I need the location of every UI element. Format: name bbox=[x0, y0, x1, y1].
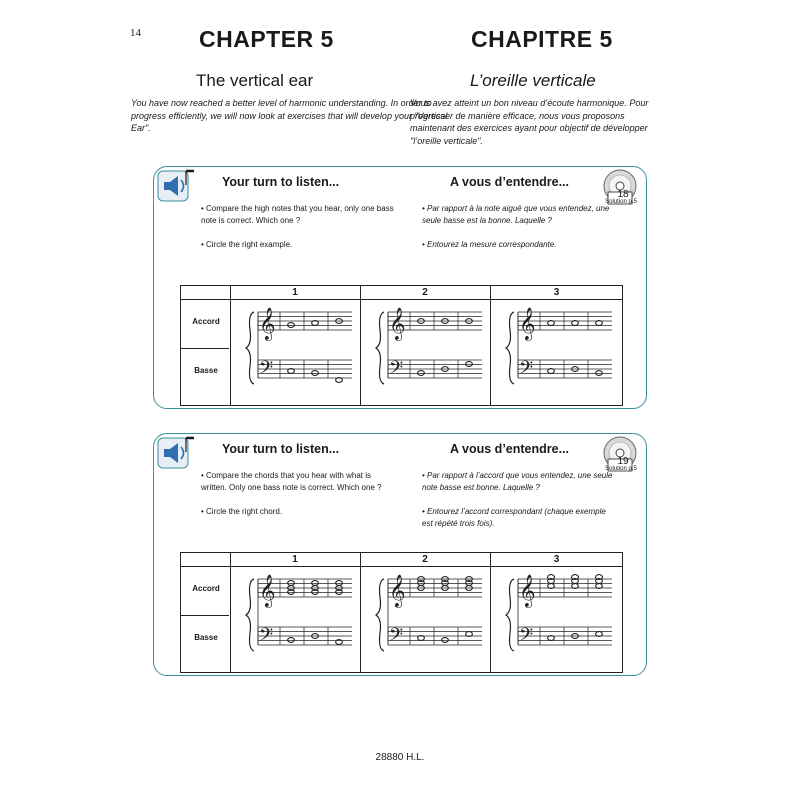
instruction-en-2: • Circle the right example. bbox=[201, 240, 293, 249]
instructions-en bbox=[201, 470, 396, 530]
bass-clef-icon: 𝄢 bbox=[389, 358, 404, 383]
instruction-fr-1: • Par rapport à la note aiguë que vous entendez, une seule basse est la bonne. Laquelle ? bbox=[422, 204, 610, 225]
column-number: 3 bbox=[553, 554, 560, 565]
column-number: 2 bbox=[422, 287, 428, 298]
treble-clef-icon: 𝄞 bbox=[389, 574, 406, 607]
treble-clef-icon: 𝄞 bbox=[389, 307, 406, 340]
treble-clef-icon: 𝄞 bbox=[519, 307, 536, 340]
music-notation-1 bbox=[181, 286, 622, 405]
page-footer: 28880 H.L. bbox=[375, 752, 425, 763]
instructions-en bbox=[201, 203, 396, 263]
intro-text-fr: Vous avez atteint un bon niveau d’écoute harmonique. Pour progresser de manière efficace, nous vous proposons maintenant des exercices ayant pour objectif de développer "l’oreille verticale". bbox=[410, 98, 649, 146]
exercise-title-fr: A vous d’entendre... bbox=[450, 175, 570, 189]
instructions-fr bbox=[422, 203, 617, 263]
section-title-fr: L’oreille verticale bbox=[470, 71, 596, 90]
page-number: 14 bbox=[130, 27, 141, 39]
chapter-title-fr: CHAPITRE 5 bbox=[471, 26, 613, 52]
row-label-basse: Basse bbox=[194, 366, 218, 375]
row-label-basse: Basse bbox=[194, 633, 218, 642]
exercise-table-2 bbox=[180, 552, 623, 673]
column-number: 1 bbox=[292, 287, 298, 298]
whole-note bbox=[466, 362, 473, 367]
treble-clef-icon: 𝄞 bbox=[259, 574, 276, 607]
bass-clef-icon: 𝄢 bbox=[519, 358, 534, 383]
bass-clef-icon: 𝄢 bbox=[259, 625, 274, 650]
instruction-fr-1: • Par rapport à l’accord que vous entendez, une seule note basse est bonne. Laquelle ? bbox=[422, 471, 613, 492]
whole-note bbox=[312, 371, 319, 376]
solution-reference: Solution p.5 bbox=[605, 466, 637, 472]
section-title-en: The vertical ear bbox=[196, 71, 314, 90]
column-number: 3 bbox=[553, 287, 560, 298]
treble-clef-icon: 𝄞 bbox=[259, 307, 276, 340]
instruction-en-1: • Compare the chords that you hear with what is written. Only one bass note is correct. Which one ? bbox=[201, 471, 382, 492]
whole-note bbox=[288, 638, 295, 643]
instruction-en-2: • Circle the right chord. bbox=[201, 507, 283, 516]
instruction-fr-2: • Entourez la mesure correspondante. bbox=[422, 240, 557, 249]
column-number: 1 bbox=[292, 554, 298, 565]
intro-text-en: You have now reached a better level of harmonic understanding. In order to progress efficiently, we will now look at exercises that will develop your "Vertical Ear". bbox=[131, 98, 448, 133]
row-label-accord: Accord bbox=[192, 584, 220, 593]
bass-clef-icon: 𝄢 bbox=[259, 358, 274, 383]
whole-note bbox=[418, 371, 425, 376]
speaker-icon bbox=[156, 169, 196, 203]
row-label-accord: Accord bbox=[192, 317, 220, 326]
exercise-box-2 bbox=[153, 433, 647, 676]
bass-clef-icon: 𝄢 bbox=[389, 625, 404, 650]
grand-staff bbox=[246, 574, 352, 651]
instructions-fr bbox=[422, 470, 617, 542]
exercise-title-fr: A vous d’entendre... bbox=[450, 442, 570, 456]
grand-staff bbox=[506, 574, 612, 651]
whole-note bbox=[442, 638, 449, 643]
whole-note bbox=[288, 323, 295, 328]
grand-staff bbox=[246, 307, 352, 384]
speaker-icon bbox=[156, 436, 196, 470]
exercise-title-en: Your turn to listen... bbox=[222, 442, 340, 456]
exercise-box-1 bbox=[153, 166, 647, 409]
grand-staff bbox=[376, 307, 482, 384]
treble-clef-icon: 𝄞 bbox=[519, 574, 536, 607]
solution-reference: Solution p.5 bbox=[605, 199, 637, 205]
music-notation-2 bbox=[181, 553, 622, 672]
track-number: 19 bbox=[617, 456, 629, 467]
bass-clef-icon: 𝄢 bbox=[519, 625, 534, 650]
track-number: 18 bbox=[617, 189, 629, 200]
whole-note bbox=[288, 581, 295, 586]
whole-note bbox=[336, 581, 343, 586]
grand-staff bbox=[506, 307, 612, 384]
instruction-en-1: • Compare the high notes that you hear, only one bass note is correct. Which one ? bbox=[201, 204, 394, 225]
whole-note bbox=[596, 371, 603, 376]
instruction-fr-2: • Entourez l’accord correspondant (chaque exemple est répété trois fois). bbox=[422, 507, 606, 528]
exercise-table-1 bbox=[180, 285, 623, 406]
chapter-title-en: CHAPTER 5 bbox=[199, 26, 334, 52]
column-number: 2 bbox=[422, 554, 428, 565]
exercise-title-en: Your turn to listen... bbox=[222, 175, 340, 189]
grand-staff bbox=[376, 574, 482, 651]
whole-note bbox=[312, 581, 319, 586]
